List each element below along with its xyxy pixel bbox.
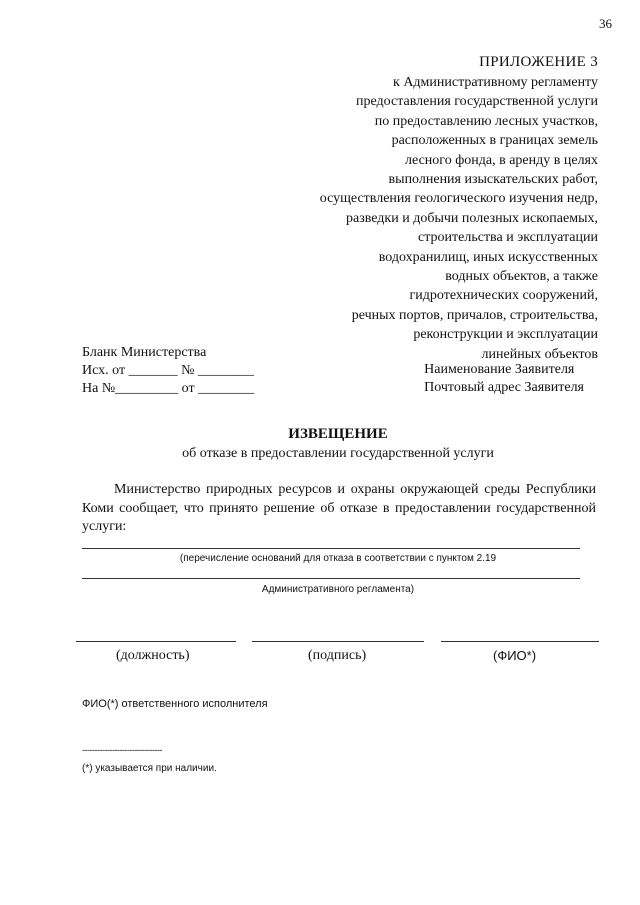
page-number: 36 — [599, 16, 612, 31]
footnote: (*) указывается при наличии. — [82, 763, 217, 774]
notice-subtitle: об отказе в предоставлении государственной услуги — [182, 446, 494, 461]
recipient-block — [424, 361, 584, 397]
appendix-line: строительства и эксплуатации — [418, 230, 598, 246]
appendix-line: расположенных в границах земель — [391, 133, 598, 149]
position-label: (должность) — [116, 648, 190, 663]
applicant-name: Наименование Заявителя — [424, 362, 575, 377]
appendix-line: по предоставлению лесных участков, — [374, 113, 598, 129]
appendix-line: к Административному регламенту — [393, 75, 598, 90]
notice-title: ИЗВЕЩЕНИЕ — [288, 426, 388, 442]
appendix-line: осуществления геологического изучения недр, — [319, 191, 598, 207]
appendix-line: речных портов, причалов, строительства, — [351, 307, 598, 323]
position-line — [76, 641, 236, 642]
appendix-line: гидротехнических сооружений, — [409, 288, 598, 304]
reasons-line-1 — [82, 548, 580, 549]
executor-label: ФИО(*) ответственного исполнителя — [82, 698, 268, 710]
appendix-line: выполнения изыскательских работ, — [388, 172, 598, 188]
reply-reference-field: На №_________ от ________ — [82, 381, 255, 396]
reasons-hint-1: (перечисление оснований для отказа в соответствии с пунктом 2.19 — [179, 553, 497, 564]
appendix-line: предоставления государственной услуги — [356, 94, 598, 110]
sender-block — [82, 344, 254, 398]
appendix-title: ПРИЛОЖЕНИЕ 3 — [479, 54, 598, 70]
appendix-line: реконструкции и эксплуатации — [413, 327, 598, 343]
footnote-separator: -------------------------------- — [82, 745, 162, 755]
signature-label: (подпись) — [308, 648, 367, 663]
appendix-line: водных объектов, а также — [445, 269, 598, 285]
appendix-line: водохранилищ, иных искусственных — [378, 249, 598, 265]
appendix-description — [320, 73, 598, 364]
appendix-line: разведки и добычи полезных ископаемых, — [346, 210, 598, 226]
name-line — [441, 641, 599, 642]
name-label: (ФИО*) — [493, 648, 537, 663]
reasons-hint-2: Административного регламента) — [261, 584, 415, 595]
reasons-line-2 — [82, 578, 580, 579]
notice-body: Министерство природных ресурсов и охраны окружающей среды Республики Коми сообщает, что принято решение об отказе в предоставлении государственной услуги: — [82, 482, 596, 534]
appendix-line: линейных объектов — [481, 346, 598, 362]
appendix-line: лесного фонда, в аренду в целях — [405, 152, 598, 168]
ministry-letterhead: Бланк Министерства — [82, 345, 207, 360]
signature-line — [252, 641, 424, 642]
outgoing-number-field: Исх. от _______ № ________ — [82, 363, 254, 378]
applicant-address: Почтовый адрес Заявителя — [424, 380, 584, 395]
